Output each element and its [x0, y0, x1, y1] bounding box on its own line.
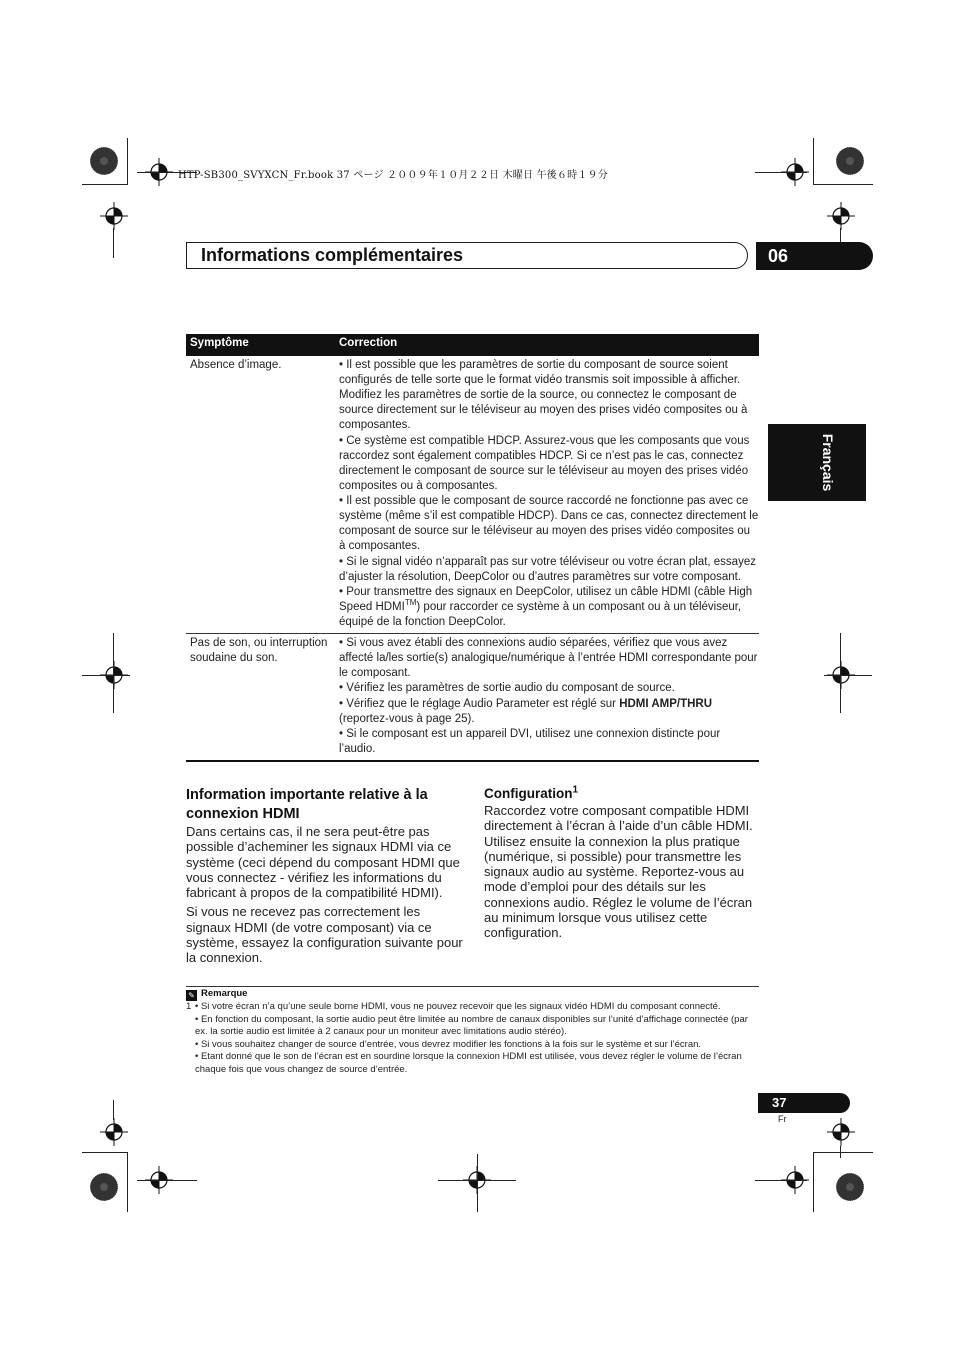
correction-text: (reportez-vous à page 25). — [339, 712, 475, 725]
chapter-title: Informations complémentaires — [201, 245, 464, 265]
section-body — [484, 803, 760, 941]
notes-list — [186, 1001, 761, 1076]
heading-text: Configuration — [484, 786, 573, 801]
registration-crosshair-icon — [827, 1118, 855, 1146]
page-language-code: Fr — [778, 1114, 787, 1124]
registration-crosshair-icon — [100, 1118, 128, 1146]
table-row — [186, 356, 759, 634]
footnote-ref: 1 — [572, 784, 579, 796]
correction-item — [339, 585, 759, 630]
registration-sun-icon — [835, 146, 865, 176]
note-item: • Si vous souhaitez changer de source d’entrée, vous devrez modifier les fonctions à la fois sur le système et sur l’écran. — [195, 1038, 702, 1050]
correction-item — [339, 697, 759, 727]
note-item: • Si votre écran n’a qu’une seule borne HDMI, vous ne pouvez recevoir que les signaux vidéo HDMI du composant connecté. — [195, 1001, 721, 1012]
correction-item: • Si le signal vidéo n’apparaît pas sur votre téléviseur ou votre écran plat, essayez d’ajuster la résolution, DeepColor ou d’autres paramètres sur votre composant. — [339, 555, 756, 583]
section-heading — [484, 784, 760, 803]
note-item: • En fonction du composant, la sortie audio peut être limitée au nombre de canaux disponibles sur l’unité d’affichage connectée (par ex. la sortie audio est limitée à 2 canaux pour un moniteur avec limitations audio stéréo). — [195, 1013, 748, 1037]
correction-item: • Si vous avez établi des connexions audio séparées, vérifiez que vous avez affecté la/les sortie(s) analogique/numérique à l’entrée HDMI correspondante pour le composant. — [339, 636, 758, 679]
chapter-number: 06 — [756, 242, 873, 270]
note-pencil-icon: ✎ — [186, 990, 197, 1001]
correction-item: • Il est possible que le composant de source raccordé ne fonctionne pas avec ce système (même s’il est compatible HDCP). Dans ce cas, connectez directement le composant de source sur le téléviseur au moyen des prises vidéo composites ou à composantes. — [339, 495, 759, 552]
chapter-header — [186, 242, 748, 269]
hdmi-info-section — [186, 786, 468, 970]
registration-sun-icon — [835, 1172, 865, 1202]
registration-sun-icon — [89, 146, 119, 176]
notes-title — [186, 988, 247, 1001]
correction-item: • Vérifiez les paramètres de sortie audio du composant de source. — [339, 682, 675, 694]
column-header-symptom: Symptôme — [190, 337, 249, 349]
page-number: 37 — [758, 1093, 850, 1113]
notes-divider — [186, 986, 759, 987]
correction-text: ) pour raccorder ce système à un composant ou à un téléviseur, équipé de la fonction DeepColor. — [339, 601, 742, 628]
section-body — [186, 824, 468, 966]
registration-sun-icon — [89, 1172, 119, 1202]
print-header: HTP-SB300_SVYXCN_Fr.book 37 ページ ２００９年１０月２２日 木曜日 午後６時１９分 — [178, 170, 608, 181]
correction-cell — [339, 356, 759, 633]
note-item: • Etant donné que le son de l’écran est en sourdine lorsque la connexion HDMI est utilisée, vous devez régler le volume de l’écran chaque fois que vous changez de source d’entrée. — [195, 1051, 742, 1075]
configuration-section — [484, 784, 760, 945]
registration-crosshair-icon — [100, 202, 128, 230]
correction-item: • Ce système est compatible HDCP. Assurez-vous que les composants que vous raccordez sont également compatibles HDCP. Si ce n’est pas le cas, connectez directement le composant de source sur le téléviseur au moyen des prises vidéo composites ou à composantes. — [339, 434, 750, 492]
setting-name: HDMI AMP/THRU — [619, 697, 713, 710]
correction-cell — [339, 634, 759, 760]
correction-text: • Pour transmettre des signaux en DeepColor, utilisez un câble HDMI (câble High Speed HDMI — [339, 586, 753, 613]
symptom-cell: Pas de son, ou interruption soudaine du son. — [190, 636, 328, 664]
troubleshooting-table — [186, 334, 759, 762]
paragraph: Si vous ne recevez pas correctement les signaux HDMI (de votre composant) via ce système, essayez la configuration suivante pour la connexion. — [186, 904, 463, 966]
section-heading: Information importante relative à la connexion HDMI — [186, 787, 428, 822]
table-row — [186, 634, 759, 762]
correction-text: • Vérifiez que le réglage Audio Parameter est réglé sur — [339, 697, 620, 710]
correction-item: • Il est possible que les paramètres de sortie du composant de source soient configurés de telle sorte que le format vidéo transmis soit impossible à afficher. Modifiez les paramètres de sortie de la source, ou connectez le composant de source directement sur le téléviseur au moyen des prises vidéo composites ou à composantes. — [339, 359, 748, 431]
table-header — [186, 334, 759, 356]
footnote-number: 1 — [186, 1001, 192, 1012]
registration-crosshair-icon — [827, 202, 855, 230]
notes-title-text: Remarque — [201, 988, 248, 999]
correction-item: • Si le composant est un appareil DVI, utilisez une connexion distincte pour l’audio. — [339, 728, 721, 755]
language-tab — [768, 424, 866, 501]
symptom-cell: Absence d’image. — [190, 359, 282, 371]
column-header-correction: Correction — [339, 337, 398, 349]
paragraph: Dans certains cas, il ne sera peut-être pas possible d’acheminer les signaux HDMI via ce système (ceci dépend du composant HDMI que vous connectez - vérifiez les informations du fabricant à propos de la compatibilité HDMI). — [186, 824, 460, 901]
paragraph: Raccordez votre composant compatible HDMI directement à l’écran à l’aide d’un câble HDMI. Utilisez ensuite la connexion la plus pratique (numérique, si possible) pour transmettre les signaux audio au système. Reportez-vous au mode d’emploi pour des détails sur les connexions audio. Réglez le volume de l’écran au minimum lorsque vous utilisez cette configuration. — [484, 803, 753, 941]
language-tab-label: Français — [820, 433, 836, 492]
trademark-sup: TM — [404, 598, 417, 608]
